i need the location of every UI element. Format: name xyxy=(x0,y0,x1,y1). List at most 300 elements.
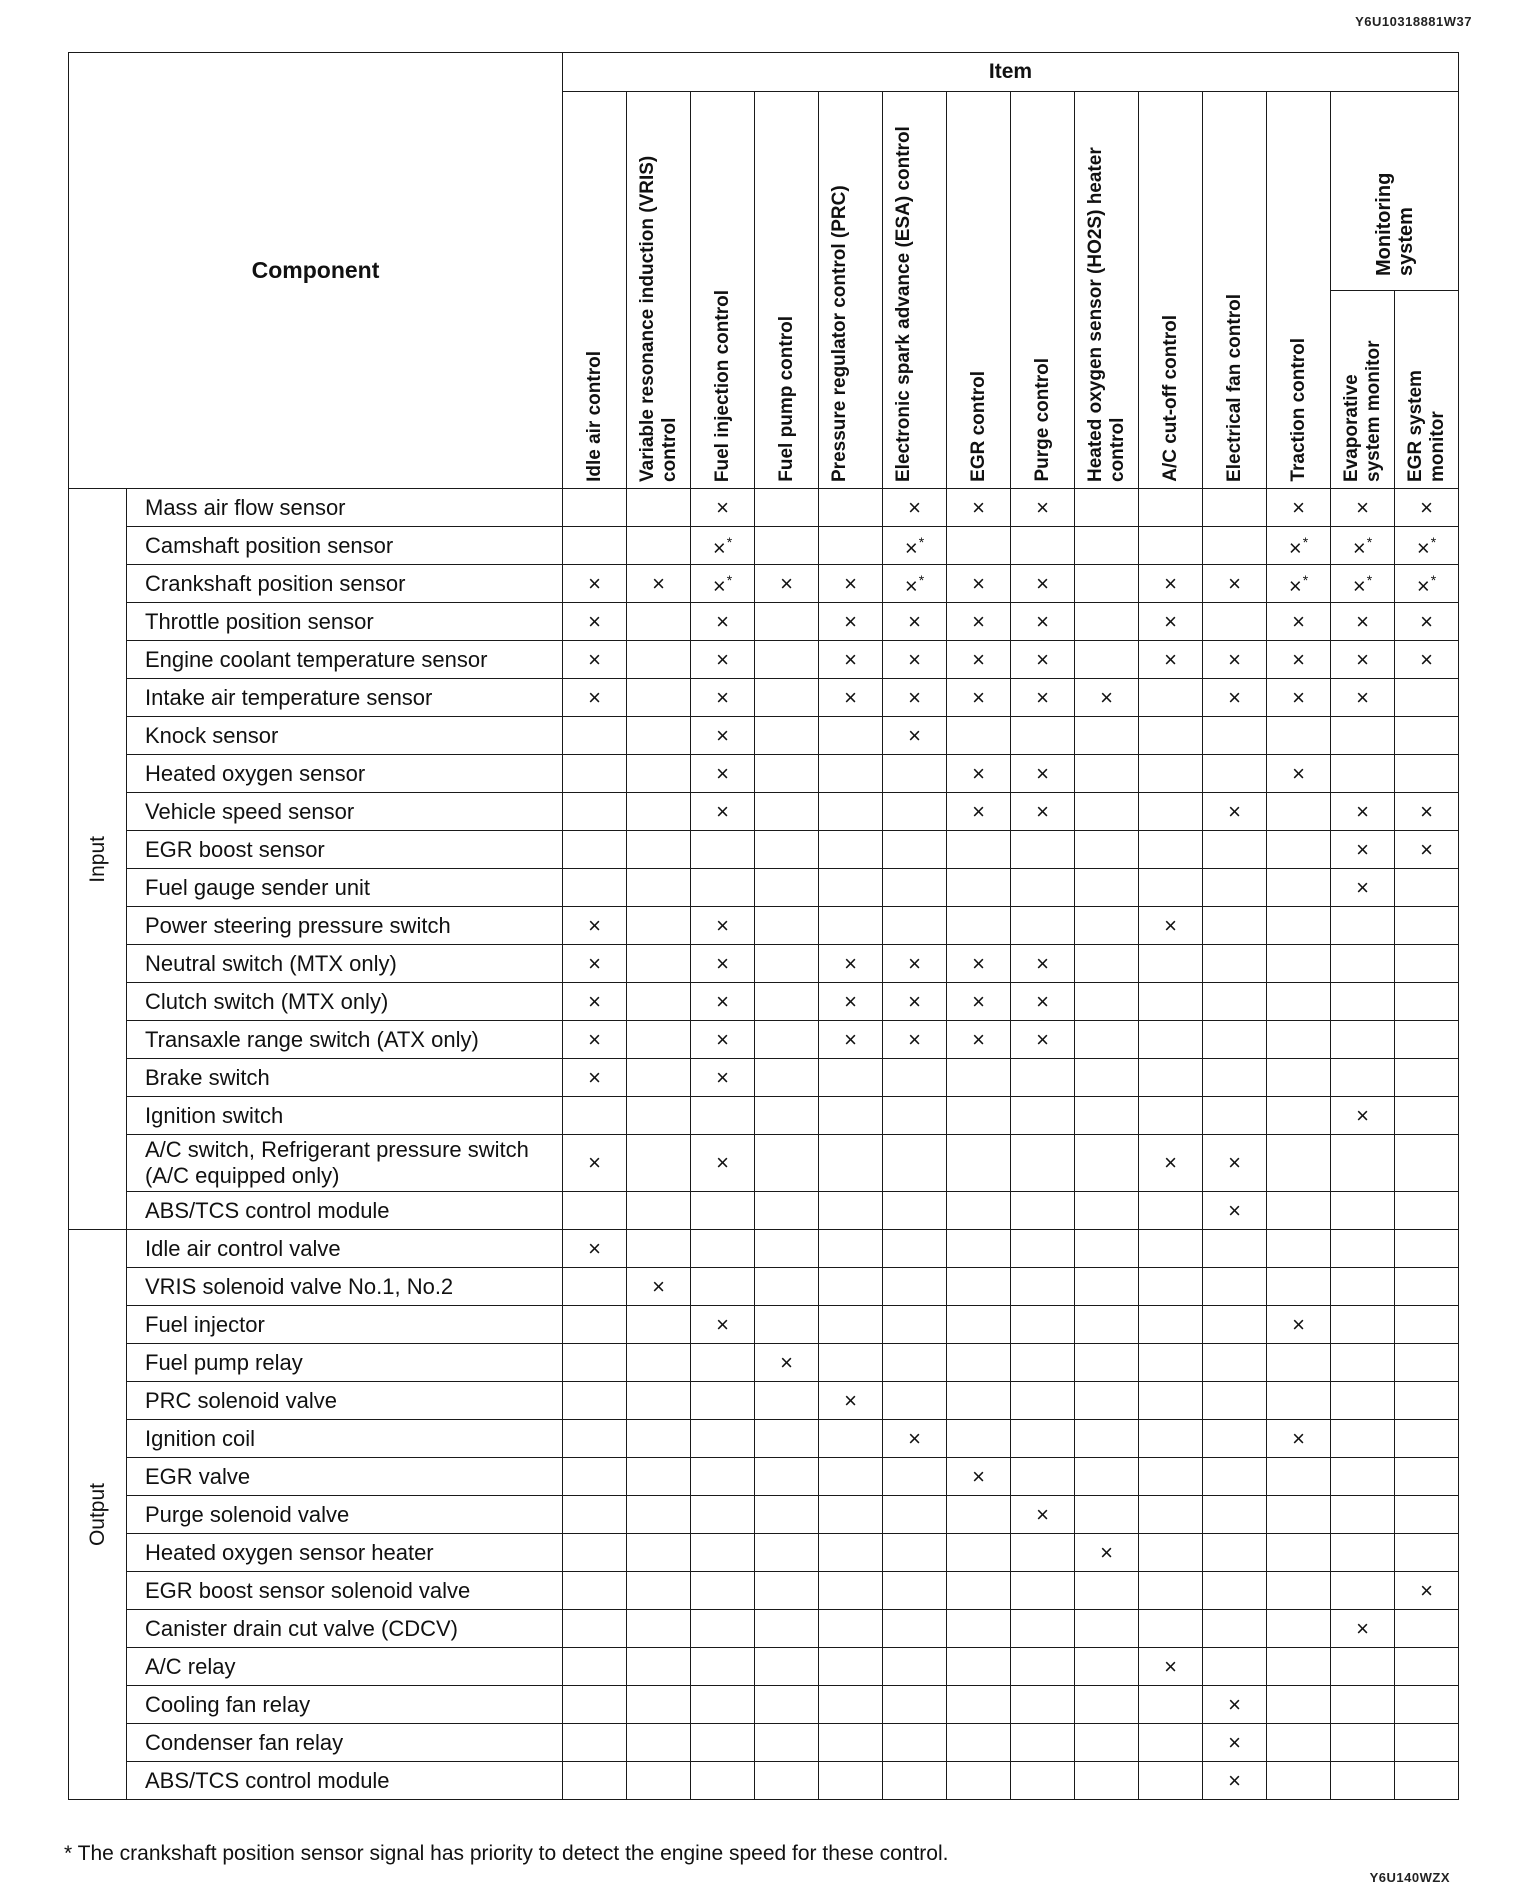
mark-cell xyxy=(627,793,691,831)
mark-cell xyxy=(1331,1762,1395,1800)
asterisk-mark: * xyxy=(1430,572,1437,589)
mark-cell xyxy=(883,869,947,907)
mark-cell xyxy=(819,527,883,565)
mark-cell xyxy=(1267,679,1331,717)
cross-mark: × xyxy=(1228,1729,1241,1755)
mark-cell xyxy=(563,1496,627,1534)
cross-mark: × xyxy=(716,1311,729,1337)
mark-cell xyxy=(563,1762,627,1800)
mark-cell xyxy=(1395,869,1459,907)
mark-cell xyxy=(1203,831,1267,869)
mark-cell xyxy=(1331,869,1395,907)
table-row xyxy=(69,679,1459,717)
component-name: Condenser fan relay xyxy=(127,1724,563,1762)
mark-cell xyxy=(755,1268,819,1306)
mark-cell xyxy=(819,641,883,679)
cross-mark: × xyxy=(1164,1150,1177,1175)
cross-mark: × xyxy=(712,535,726,561)
mark-cell xyxy=(1075,1059,1139,1097)
mark-cell xyxy=(1267,1572,1331,1610)
mark-cell xyxy=(1203,1610,1267,1648)
mark-cell xyxy=(1331,1420,1395,1458)
mark-cell xyxy=(1395,793,1459,831)
cross-mark: × xyxy=(972,760,985,786)
cross-mark: × xyxy=(716,1064,729,1090)
cross-mark: × xyxy=(1228,798,1241,824)
mark-cell xyxy=(627,1762,691,1800)
mark-cell xyxy=(1203,717,1267,755)
mark-cell xyxy=(819,1135,883,1192)
cross-mark: × xyxy=(1356,494,1369,520)
component-name: Heated oxygen sensor heater xyxy=(127,1534,563,1572)
mark-cell xyxy=(1395,1572,1459,1610)
asterisk-mark: * xyxy=(918,572,925,589)
cross-mark: × xyxy=(1228,1197,1241,1223)
mark-cell xyxy=(755,489,819,527)
mark-cell xyxy=(1267,1344,1331,1382)
mark-cell xyxy=(1331,1344,1395,1382)
table-row xyxy=(69,945,1459,983)
mark-cell xyxy=(1267,489,1331,527)
mark-cell xyxy=(947,1268,1011,1306)
cross-mark: × xyxy=(844,1026,857,1052)
mark-cell xyxy=(883,1762,947,1800)
mark-cell xyxy=(691,1648,755,1686)
mark-cell xyxy=(947,565,1011,603)
cross-mark: × xyxy=(844,646,857,672)
component-name: Cooling fan relay xyxy=(127,1686,563,1724)
mark-cell xyxy=(627,1724,691,1762)
mark-cell xyxy=(627,1420,691,1458)
mark-cell xyxy=(883,1268,947,1306)
mark-cell xyxy=(1139,1344,1203,1382)
mark-cell xyxy=(691,565,755,603)
table-row xyxy=(69,565,1459,603)
mark-cell xyxy=(1011,1458,1075,1496)
mark-cell xyxy=(1203,1534,1267,1572)
mark-cell xyxy=(1011,1097,1075,1135)
mark-cell xyxy=(1331,1610,1395,1648)
mark-cell xyxy=(883,565,947,603)
mark-cell xyxy=(1395,603,1459,641)
mark-cell xyxy=(883,1572,947,1610)
mark-cell xyxy=(563,489,627,527)
cross-mark: × xyxy=(1292,760,1305,786)
mark-cell xyxy=(1139,1306,1203,1344)
mark-cell xyxy=(1139,1135,1203,1192)
mark-cell xyxy=(819,1382,883,1420)
mark-cell xyxy=(755,907,819,945)
mark-cell xyxy=(883,1382,947,1420)
cross-mark: × xyxy=(908,722,921,748)
table-row xyxy=(69,489,1459,527)
mark-cell xyxy=(819,565,883,603)
mark-cell xyxy=(691,1724,755,1762)
mark-cell xyxy=(1075,1306,1139,1344)
cross-mark: × xyxy=(1036,1501,1049,1527)
mark-cell xyxy=(1011,945,1075,983)
mark-cell xyxy=(1267,945,1331,983)
mark-cell xyxy=(1075,1610,1139,1648)
asterisk-mark: * xyxy=(1302,572,1309,589)
mark-cell xyxy=(947,1059,1011,1097)
mark-cell xyxy=(819,1610,883,1648)
mark-cell xyxy=(1331,679,1395,717)
mark-cell xyxy=(883,1344,947,1382)
table-row xyxy=(69,793,1459,831)
table-row xyxy=(69,755,1459,793)
mark-cell xyxy=(691,1192,755,1230)
table-row xyxy=(69,1496,1459,1534)
mark-cell xyxy=(1075,603,1139,641)
mark-cell xyxy=(883,831,947,869)
mark-cell xyxy=(1331,1686,1395,1724)
cross-mark: × xyxy=(904,573,918,599)
cross-mark: × xyxy=(1420,646,1433,672)
mark-cell xyxy=(755,1230,819,1268)
mark-cell xyxy=(563,603,627,641)
mark-cell xyxy=(691,1268,755,1306)
column-header: A/C cut-off control xyxy=(1139,92,1203,489)
mark-cell xyxy=(563,1344,627,1382)
mark-cell xyxy=(1395,565,1459,603)
mark-cell xyxy=(627,1059,691,1097)
mark-cell xyxy=(1011,1344,1075,1382)
mark-cell xyxy=(1011,1420,1075,1458)
mark-cell xyxy=(627,641,691,679)
mark-cell xyxy=(1075,641,1139,679)
table-row xyxy=(69,1382,1459,1420)
mark-cell xyxy=(563,1724,627,1762)
mark-cell xyxy=(563,869,627,907)
cross-mark: × xyxy=(716,1150,729,1175)
mark-cell xyxy=(1011,1135,1075,1192)
mark-cell xyxy=(691,1021,755,1059)
mark-cell xyxy=(1075,1382,1139,1420)
mark-cell xyxy=(1203,1268,1267,1306)
mark-cell xyxy=(755,1192,819,1230)
mark-cell xyxy=(691,603,755,641)
mark-cell xyxy=(1395,1724,1459,1762)
cross-mark: × xyxy=(1228,1767,1241,1793)
mark-cell xyxy=(1267,793,1331,831)
mark-cell xyxy=(1139,755,1203,793)
mark-cell xyxy=(627,907,691,945)
cross-mark: × xyxy=(1036,798,1049,824)
mark-cell xyxy=(563,983,627,1021)
mark-cell xyxy=(947,1344,1011,1382)
mark-cell xyxy=(1331,983,1395,1021)
cross-mark: × xyxy=(1228,1691,1241,1717)
component-name: EGR boost sensor xyxy=(127,831,563,869)
mark-cell xyxy=(563,1382,627,1420)
mark-cell xyxy=(755,1458,819,1496)
mark-cell xyxy=(1075,793,1139,831)
mark-cell xyxy=(627,1496,691,1534)
mark-cell xyxy=(1075,565,1139,603)
mark-cell xyxy=(819,831,883,869)
mark-cell xyxy=(1075,1135,1139,1192)
mark-cell xyxy=(1011,831,1075,869)
cross-mark: × xyxy=(1164,608,1177,634)
mark-cell xyxy=(1139,1230,1203,1268)
mark-cell xyxy=(1139,717,1203,755)
mark-cell xyxy=(1011,907,1075,945)
mark-cell xyxy=(563,755,627,793)
mark-cell xyxy=(1075,1268,1139,1306)
cross-mark: × xyxy=(716,988,729,1014)
mark-cell xyxy=(1331,1230,1395,1268)
component-name: Ignition switch xyxy=(127,1097,563,1135)
cross-mark: × xyxy=(780,1349,793,1375)
mark-cell xyxy=(1139,679,1203,717)
table-row xyxy=(69,1762,1459,1800)
mark-cell xyxy=(883,907,947,945)
mark-cell xyxy=(755,679,819,717)
mark-cell xyxy=(1395,1610,1459,1648)
mark-cell xyxy=(1267,1648,1331,1686)
cross-mark: × xyxy=(712,573,726,599)
mark-cell xyxy=(1075,945,1139,983)
cross-mark: × xyxy=(716,646,729,672)
mark-cell xyxy=(627,1648,691,1686)
mark-cell xyxy=(883,1534,947,1572)
mark-cell xyxy=(1075,755,1139,793)
mark-cell xyxy=(819,907,883,945)
cross-mark: × xyxy=(1356,1615,1369,1641)
mark-cell xyxy=(691,717,755,755)
mark-cell xyxy=(691,641,755,679)
asterisk-mark: * xyxy=(1302,534,1309,551)
mark-cell xyxy=(947,641,1011,679)
mark-cell xyxy=(1011,755,1075,793)
mark-cell xyxy=(947,1021,1011,1059)
component-name: A/C relay xyxy=(127,1648,563,1686)
mark-cell xyxy=(819,1230,883,1268)
mark-cell xyxy=(883,945,947,983)
mark-cell xyxy=(563,1135,627,1192)
mark-cell xyxy=(947,793,1011,831)
mark-cell xyxy=(1267,983,1331,1021)
mark-cell xyxy=(1267,565,1331,603)
cross-mark: × xyxy=(1228,684,1241,710)
mark-cell xyxy=(627,1268,691,1306)
mark-cell xyxy=(627,565,691,603)
cross-mark: × xyxy=(844,1387,857,1413)
mark-cell xyxy=(1203,1686,1267,1724)
table-row xyxy=(69,1420,1459,1458)
mark-cell xyxy=(691,1135,755,1192)
mark-cell xyxy=(563,1097,627,1135)
table-row xyxy=(69,1268,1459,1306)
mark-cell xyxy=(1203,641,1267,679)
cross-mark: × xyxy=(1292,494,1305,520)
component-name: Brake switch xyxy=(127,1059,563,1097)
mark-cell xyxy=(1075,831,1139,869)
mark-cell xyxy=(563,717,627,755)
mark-cell xyxy=(1139,1610,1203,1648)
mark-cell xyxy=(691,527,755,565)
table-row xyxy=(69,1097,1459,1135)
cross-mark: × xyxy=(1416,573,1430,599)
mark-cell xyxy=(691,1059,755,1097)
mark-cell xyxy=(691,1382,755,1420)
table-row xyxy=(69,1344,1459,1382)
component-name: ABS/TCS control module xyxy=(127,1192,563,1230)
component-name: Fuel gauge sender unit xyxy=(127,869,563,907)
mark-cell xyxy=(563,1648,627,1686)
mark-cell xyxy=(1139,1496,1203,1534)
mark-cell xyxy=(819,603,883,641)
cross-mark: × xyxy=(1228,570,1241,596)
cross-mark: × xyxy=(1164,912,1177,938)
mark-cell xyxy=(627,983,691,1021)
cross-mark: × xyxy=(972,684,985,710)
mark-cell xyxy=(1075,527,1139,565)
mark-cell xyxy=(947,1382,1011,1420)
mark-cell xyxy=(1203,983,1267,1021)
component-name: Intake air temperature sensor xyxy=(127,679,563,717)
mark-cell xyxy=(627,1192,691,1230)
mark-cell xyxy=(1011,983,1075,1021)
input-group-label: Input xyxy=(69,489,127,1230)
mark-cell xyxy=(627,717,691,755)
mark-cell xyxy=(819,1344,883,1382)
cross-mark: × xyxy=(588,1026,601,1052)
mark-cell xyxy=(1267,641,1331,679)
table-row xyxy=(69,527,1459,565)
mark-cell xyxy=(1139,869,1203,907)
mark-cell xyxy=(627,1382,691,1420)
mark-cell xyxy=(819,1534,883,1572)
mark-cell xyxy=(819,1420,883,1458)
mark-cell xyxy=(1203,1344,1267,1382)
cross-mark: × xyxy=(844,988,857,1014)
cross-mark: × xyxy=(1352,573,1366,599)
column-header: Electronic spark advance (ESA) control xyxy=(883,92,947,489)
mark-cell xyxy=(1395,1496,1459,1534)
mark-cell xyxy=(883,527,947,565)
mark-cell xyxy=(1203,679,1267,717)
mark-cell xyxy=(1395,755,1459,793)
mark-cell xyxy=(883,489,947,527)
mark-cell xyxy=(819,1496,883,1534)
component-name: Mass air flow sensor xyxy=(127,489,563,527)
mark-cell xyxy=(883,603,947,641)
cross-mark: × xyxy=(1292,684,1305,710)
mark-cell xyxy=(1331,793,1395,831)
mark-cell xyxy=(563,1534,627,1572)
mark-cell xyxy=(947,527,1011,565)
mark-cell xyxy=(1331,1458,1395,1496)
mark-cell xyxy=(1331,1496,1395,1534)
mark-cell xyxy=(1331,1097,1395,1135)
cross-mark: × xyxy=(1036,608,1049,634)
mark-cell xyxy=(1395,1458,1459,1496)
mark-cell xyxy=(1203,793,1267,831)
cross-mark: × xyxy=(1100,1539,1113,1565)
mark-cell xyxy=(1267,1610,1331,1648)
mark-cell xyxy=(819,1268,883,1306)
mark-cell xyxy=(691,1230,755,1268)
cross-mark: × xyxy=(1420,1577,1433,1603)
mark-cell xyxy=(1139,1382,1203,1420)
mark-cell xyxy=(1203,1230,1267,1268)
component-header: Component xyxy=(69,53,563,489)
mark-cell xyxy=(883,983,947,1021)
cross-mark: × xyxy=(1100,684,1113,710)
mark-cell xyxy=(755,983,819,1021)
mark-cell xyxy=(1267,1458,1331,1496)
mark-cell xyxy=(1011,1686,1075,1724)
cross-mark: × xyxy=(972,988,985,1014)
mark-cell xyxy=(883,641,947,679)
asterisk-mark: * xyxy=(1430,534,1437,551)
cross-mark: × xyxy=(1416,535,1430,561)
mark-cell xyxy=(1075,1762,1139,1800)
mark-cell xyxy=(1139,793,1203,831)
mark-cell xyxy=(563,1420,627,1458)
component-item-table xyxy=(68,52,1459,1800)
mark-cell xyxy=(627,1686,691,1724)
mark-cell xyxy=(1011,1572,1075,1610)
mark-cell xyxy=(883,1192,947,1230)
column-header: Traction control xyxy=(1267,92,1331,489)
mark-cell xyxy=(627,527,691,565)
mark-cell xyxy=(1331,1021,1395,1059)
table-row xyxy=(69,869,1459,907)
mark-cell xyxy=(1075,1344,1139,1382)
table-row xyxy=(69,1458,1459,1496)
column-header: Electrical fan control xyxy=(1203,92,1267,489)
document-code-top: Y6U10318881W37 xyxy=(1355,14,1472,29)
table-row xyxy=(69,1572,1459,1610)
mark-cell xyxy=(1203,1021,1267,1059)
component-name: Fuel injector xyxy=(127,1306,563,1344)
cross-mark: × xyxy=(716,722,729,748)
mark-cell xyxy=(1011,793,1075,831)
mark-cell xyxy=(947,603,1011,641)
cross-mark: × xyxy=(588,950,601,976)
mark-cell xyxy=(755,755,819,793)
mark-cell xyxy=(755,869,819,907)
mark-cell xyxy=(1011,1230,1075,1268)
mark-cell xyxy=(755,1686,819,1724)
mark-cell xyxy=(563,1192,627,1230)
mark-cell xyxy=(755,1648,819,1686)
mark-cell xyxy=(1011,1059,1075,1097)
mark-cell xyxy=(1331,1059,1395,1097)
cross-mark: × xyxy=(844,950,857,976)
mark-cell xyxy=(627,1572,691,1610)
cross-mark: × xyxy=(1036,646,1049,672)
mark-cell xyxy=(883,1021,947,1059)
mark-cell xyxy=(755,1382,819,1420)
cross-mark: × xyxy=(588,1150,601,1175)
cross-mark: × xyxy=(972,646,985,672)
mark-cell xyxy=(1267,1724,1331,1762)
mark-cell xyxy=(1203,1762,1267,1800)
mark-cell xyxy=(819,489,883,527)
table-header xyxy=(69,53,1459,489)
mark-cell xyxy=(1203,1420,1267,1458)
mark-cell xyxy=(627,945,691,983)
component-name: Clutch switch (MTX only) xyxy=(127,983,563,1021)
mark-cell xyxy=(1267,1230,1331,1268)
mark-cell xyxy=(563,565,627,603)
mark-cell xyxy=(691,983,755,1021)
asterisk-mark: * xyxy=(1366,572,1373,589)
